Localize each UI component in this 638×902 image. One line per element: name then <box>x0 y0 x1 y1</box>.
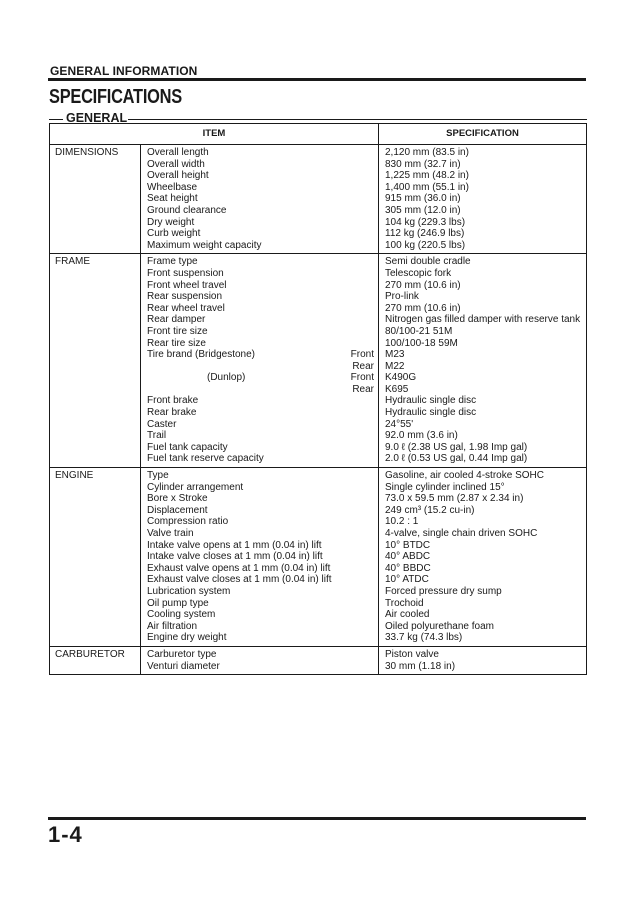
spec-value: 92.0 mm (3.6 in) <box>385 430 458 442</box>
item-label: Exhaust valve closes at 1 mm (0.04 in) lift <box>147 574 332 586</box>
group-rule-right <box>128 119 587 120</box>
spec-value: 40° BBDC <box>385 562 431 574</box>
spec-value: 1,400 mm (55.1 in) <box>385 181 469 193</box>
item-label: Lubrication system <box>147 585 231 597</box>
item-label: Venturi diameter <box>147 660 220 672</box>
spec-value: K490G <box>385 372 417 384</box>
item-line <box>147 170 374 182</box>
table-row <box>50 145 587 254</box>
item-line <box>147 384 374 396</box>
spec-value: 830 mm (32.7 in) <box>385 158 461 170</box>
spec-cell <box>379 254 587 468</box>
item-line <box>147 240 374 252</box>
item-label: Fuel tank reserve capacity <box>147 453 264 465</box>
item-line <box>147 482 374 494</box>
spec-value: 73.0 x 59.5 mm (2.87 x 2.34 in) <box>385 493 524 505</box>
category-label: DIMENSIONS <box>55 147 119 158</box>
item-label: Exhaust valve opens at 1 mm (0.04 in) lift <box>147 562 331 574</box>
category-label: ENGINE <box>55 470 94 482</box>
item-line <box>147 303 374 315</box>
item-line <box>147 395 374 407</box>
item-label: Maximum weight capacity <box>147 239 262 251</box>
spec-value: 305 mm (12.0 in) <box>385 204 461 216</box>
footer-rule <box>48 817 586 820</box>
item-label: Air filtration <box>147 620 198 632</box>
item-label: Oil pump type <box>147 597 209 609</box>
section-header: GENERAL INFORMATION <box>50 64 198 78</box>
item-qualifier: Front <box>350 349 374 361</box>
item-qualifier: Rear <box>352 360 374 372</box>
item-label: Engine dry weight <box>147 632 227 644</box>
spec-value: 10° BTDC <box>385 539 431 551</box>
spec-value: Pro-link <box>385 291 419 303</box>
page-title: SPECIFICATIONS <box>49 86 182 108</box>
item-line <box>147 349 374 361</box>
spec-value: Oiled polyurethane foam <box>385 620 494 632</box>
item-label: Type <box>147 470 169 482</box>
spec-value: Nitrogen gas filled damper with reserve tank <box>385 314 581 326</box>
item-label: Rear wheel travel <box>147 302 225 314</box>
spec-value: 104 kg (229.3 lbs) <box>385 216 466 228</box>
item-line <box>147 430 374 442</box>
item-line <box>147 493 374 505</box>
spec-value: Piston valve <box>385 648 439 660</box>
item-line <box>147 193 374 205</box>
item-line <box>147 147 374 159</box>
spec-value: M22 <box>385 360 405 372</box>
spec-value: 249 cm³ (15.2 cu-in) <box>385 504 475 516</box>
spec-value: 270 mm (10.6 in) <box>385 302 461 314</box>
item-line <box>147 516 374 528</box>
item-label: Ground clearance <box>147 204 227 216</box>
spec-value: Hydraulic single disc <box>385 407 477 419</box>
item-label: Front brake <box>147 395 199 407</box>
category-cell <box>50 254 141 468</box>
item-label: Rear damper <box>147 314 206 326</box>
spec-value: 33.7 kg (74.3 lbs) <box>385 632 463 644</box>
table-row <box>50 254 587 468</box>
category-cell <box>50 145 141 254</box>
spec-value: 4-valve, single chain driven SOHC <box>385 528 538 539</box>
item-label: Overall width <box>147 158 205 170</box>
item-line <box>147 505 374 517</box>
item-label: Cooling system <box>147 609 216 621</box>
spec-value: 80/100-21 51M <box>385 325 453 337</box>
item-label: Trail <box>147 430 167 442</box>
item-label: Cylinder arrangement <box>147 481 244 493</box>
item-line <box>147 563 374 575</box>
spec-value: Gasoline, air cooled 4-stroke SOHC <box>385 470 544 482</box>
spec-value: 10° ATDC <box>385 574 429 586</box>
item-line <box>147 528 374 540</box>
category-label: FRAME <box>55 256 90 268</box>
item-cell <box>141 468 379 647</box>
table-row <box>50 468 587 647</box>
table-header-row <box>50 124 587 145</box>
spec-value: 915 mm (36.0 in) <box>385 193 461 205</box>
spec-value: Single cylinder inclined 15° <box>385 481 505 493</box>
item-label: Fuel tank capacity <box>147 441 228 453</box>
item-label: Rear suspension <box>147 291 223 303</box>
item-line <box>147 182 374 194</box>
item-line <box>147 280 374 292</box>
item-label: Frame type <box>147 256 198 268</box>
item-line <box>147 649 374 661</box>
item-line <box>147 540 374 552</box>
item-cell <box>141 145 379 254</box>
item-line <box>147 228 374 240</box>
spec-cell <box>379 468 587 647</box>
spec-value: M23 <box>385 349 405 361</box>
spec-value: 112 kg (246.9 lbs) <box>385 228 465 240</box>
spec-value: 100 kg (220.5 lbs) <box>385 239 466 251</box>
item-label: Carburetor type <box>147 648 217 660</box>
item-line <box>147 159 374 171</box>
item-label: Wheelbase <box>147 181 198 193</box>
item-label: Seat height <box>147 193 198 205</box>
item-label: Valve train <box>147 528 194 539</box>
item-line <box>147 470 374 482</box>
item-label: (Dunlop) <box>207 372 246 384</box>
spec-value: K695 <box>385 383 409 395</box>
item-label: Displacement <box>147 504 208 516</box>
item-line <box>147 268 374 280</box>
item-line <box>147 621 374 633</box>
item-label: Intake valve closes at 1 mm (0.04 in) lift <box>147 551 323 563</box>
spec-value: Semi double cradle <box>385 256 471 268</box>
item-label: Curb weight <box>147 228 201 240</box>
item-line <box>147 291 374 303</box>
item-label: Tire brand (Bridgestone) <box>147 349 256 361</box>
item-line <box>147 586 374 598</box>
item-label: Front suspension <box>147 267 224 279</box>
specifications-table <box>49 123 587 675</box>
table-row <box>50 646 587 674</box>
category-cell <box>50 468 141 647</box>
group-label: GENERAL <box>63 111 130 125</box>
item-label: Compression ratio <box>147 516 229 528</box>
spec-value: Air cooled <box>385 609 430 621</box>
category-label: CARBURETOR <box>55 648 125 660</box>
item-line <box>147 419 374 431</box>
item-qualifier: Front <box>350 372 374 384</box>
item-line <box>147 256 374 268</box>
item-label: Bore x Stroke <box>147 493 208 505</box>
header-rule <box>48 78 586 81</box>
spec-value: Telescopic fork <box>385 267 452 279</box>
spec-value: 100/100-18 59M <box>385 337 458 349</box>
item-label: Front wheel travel <box>147 279 227 291</box>
item-line <box>147 326 374 338</box>
item-line <box>147 205 374 217</box>
item-label: Rear tire size <box>147 337 206 349</box>
spec-value: Hydraulic single disc <box>385 395 477 407</box>
item-qualifier: Rear <box>352 383 374 395</box>
spec-value: 10.2 : 1 <box>385 516 419 528</box>
spec-cell <box>379 145 587 254</box>
spec-value: Trochoid <box>385 597 424 609</box>
item-label: Overall height <box>147 170 209 182</box>
item-label: Intake valve opens at 1 mm (0.04 in) lift <box>147 539 322 551</box>
item-label: Overall length <box>147 147 209 158</box>
spec-value: 40° ABDC <box>385 551 431 563</box>
item-line <box>147 661 374 673</box>
item-line <box>147 609 374 621</box>
item-column-header: ITEM <box>50 124 379 145</box>
category-cell <box>50 646 141 674</box>
item-line <box>147 372 374 384</box>
page-number: 1-4 <box>48 822 83 847</box>
spec-value: 24°55' <box>385 418 414 430</box>
spec-cell <box>379 646 587 674</box>
item-cell <box>141 254 379 468</box>
item-line <box>147 453 374 465</box>
specifications-body <box>50 145 587 675</box>
item-line <box>147 574 374 586</box>
item-label: Rear brake <box>147 407 197 419</box>
item-line <box>147 551 374 563</box>
item-line <box>147 632 374 644</box>
spec-value: 30 mm (1.18 in) <box>385 660 456 672</box>
item-line <box>147 361 374 373</box>
item-cell <box>141 646 379 674</box>
item-line <box>147 338 374 350</box>
spec-value: 9.0 ℓ (2.38 US gal, 1.98 Imp gal) <box>385 441 528 453</box>
group-rule-left <box>49 119 63 120</box>
item-label: Front tire size <box>147 325 208 337</box>
item-label: Caster <box>147 418 177 430</box>
item-line <box>147 442 374 454</box>
spec-value: 270 mm (10.6 in) <box>385 279 461 291</box>
spec-value: 2,120 mm (83.5 in) <box>385 147 469 158</box>
item-line <box>147 217 374 229</box>
spec-value: 1,225 mm (48.2 in) <box>385 170 469 182</box>
spec-value: Forced pressure dry sump <box>385 585 502 597</box>
item-label: Dry weight <box>147 216 195 228</box>
specification-column-header: SPECIFICATION <box>379 124 587 145</box>
spec-value: 2.0 ℓ (0.53 US gal, 0.44 Imp gal) <box>385 453 528 465</box>
item-line <box>147 407 374 419</box>
item-line <box>147 314 374 326</box>
item-line <box>147 598 374 610</box>
